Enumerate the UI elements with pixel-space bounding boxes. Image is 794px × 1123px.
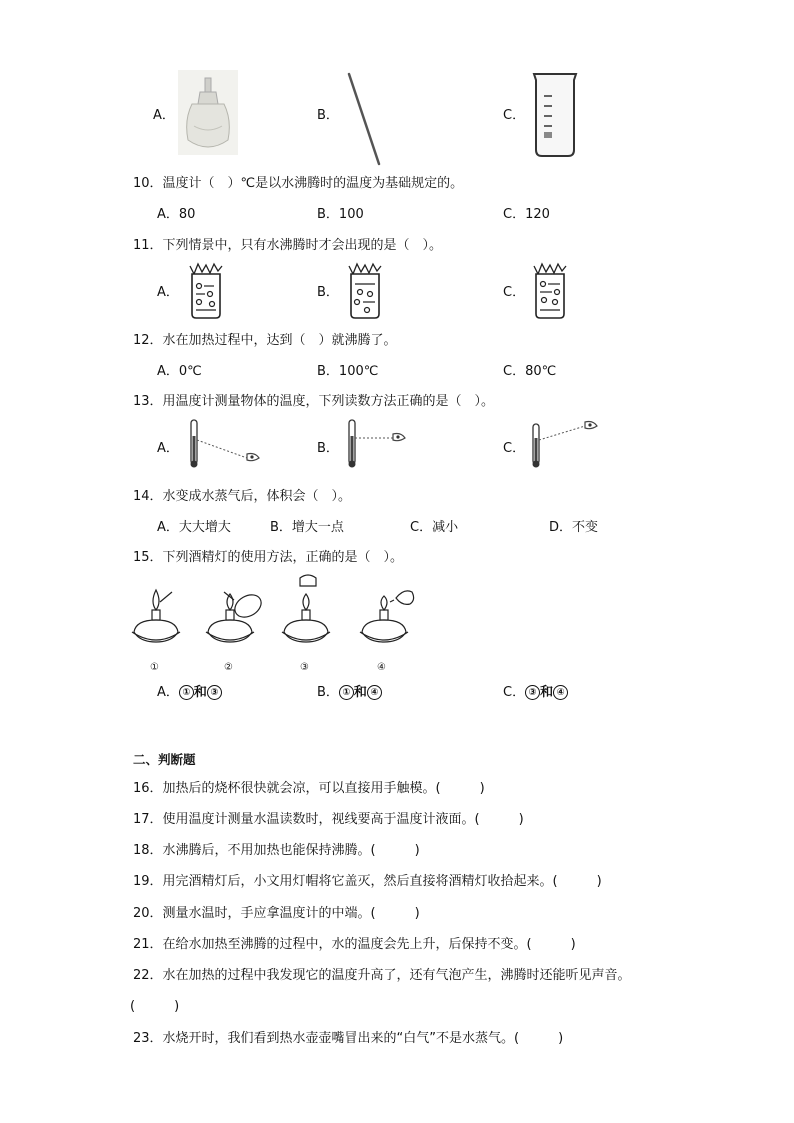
q15-figure-label-2: ② (224, 662, 233, 673)
thermometer-reading-high-icon (527, 418, 607, 470)
q15-figure-label-1: ① (150, 662, 159, 673)
judge-item-18: 18．水沸腾后，不用加热也能保持沸腾。( ) (133, 843, 420, 858)
q11-option-c-label: C． (503, 285, 526, 300)
alcohol-lamp-photo-icon (178, 70, 238, 155)
q14-option-c: C．减小 (410, 520, 459, 535)
q9-option-a-label: A． (153, 108, 175, 123)
q13-option-a-label: A． (157, 441, 179, 456)
q12-option-c: C．80℃ (503, 364, 557, 379)
q12-stem: 12．水在加热过程中，达到（ ）就沸腾了。 (133, 333, 397, 348)
q11-option-b-label: B． (317, 285, 339, 300)
q13-stem: 13．用温度计测量物体的温度，下列读数方法正确的是（ ）。 (133, 394, 495, 409)
q15-option-a: A． ① 和 ③ (157, 681, 222, 700)
q10-option-a: A．80 (157, 207, 196, 222)
q11-stem: 11．下列情景中，只有水沸腾时才会出现的是（ ）。 (133, 238, 443, 253)
q14-stem: 14．水变成水蒸气后，体积会（ ）。 (133, 489, 352, 504)
boiling-beaker-icon (345, 262, 385, 320)
q13-option-b-label: B． (317, 441, 339, 456)
q15-stem: 15．下列酒精灯的使用方法，正确的是（ ）。 (133, 550, 404, 565)
boiling-beaker-icon (186, 262, 226, 320)
q12-option-b: B．100℃ (317, 364, 379, 379)
q10-stem: 10．温度计（ ）℃是以水沸腾时的温度为基础规定的。 (133, 176, 464, 191)
thermometer-reading-low-icon (185, 418, 265, 470)
judge-item-16: 16．加热后的烧杯很快就会凉，可以直接用手触模。( ) (133, 781, 485, 796)
alcohol-lamp-3-icon (282, 575, 330, 642)
q10-option-b: B．100 (317, 207, 364, 222)
section-title: 二、判断题 (133, 752, 196, 767)
alcohol-lamp-2-icon (206, 590, 265, 642)
q9-option-b-label: B． (317, 108, 339, 123)
q15-option-c: C． ③ 和 ④ (503, 681, 568, 700)
q10-option-c: C．120 (503, 207, 550, 222)
q15-figure-label-3: ③ (300, 662, 309, 673)
judge-item-22-bracket: ( ) (130, 999, 180, 1014)
alcohol-lamp-1-icon (132, 590, 180, 642)
q15-option-b: B． ① 和 ④ (317, 681, 382, 700)
q12-option-a: A．0℃ (157, 364, 202, 379)
q11-option-a-label: A． (157, 285, 179, 300)
beaker-icon (530, 70, 580, 158)
q9-option-c-label: C． (503, 108, 526, 123)
judge-item-19: 19．用完酒精灯后，小文用灯帽将它盖灭，然后直接将酒精灯收拾起来。( ) (133, 874, 602, 889)
glass-rod-icon (345, 70, 385, 170)
judge-item-17: 17．使用温度计测量水温读数时，视线要高于温度计液面。( ) (133, 812, 524, 827)
judge-item-20: 20．测量水温时，手应拿温度计的中端。( ) (133, 906, 420, 921)
judge-item-22: 22．水在加热的过程中我发现它的温度升高了，还有气泡产生，沸腾时还能听见声音。 (133, 968, 631, 983)
q14-option-d: D．不变 (549, 520, 599, 535)
thermometer-reading-level-icon (343, 418, 423, 470)
q13-option-c-label: C． (503, 441, 526, 456)
q15-figure-label-4: ④ (377, 662, 386, 673)
q14-option-b: B．增大一点 (270, 520, 344, 535)
q14-option-a: A．大大增大 (157, 520, 231, 535)
alcohol-lamp-usage-figure (128, 572, 428, 672)
judge-item-23: 23．水烧开时，我们看到热水壶壶嘴冒出来的“白气”不是水蒸气。( ) (133, 1031, 564, 1046)
judge-item-21: 21．在给水加热至沸腾的过程中，水的温度会先上升，后保持不变。( ) (133, 937, 576, 952)
alcohol-lamp-4-icon (360, 591, 414, 642)
boiling-beaker-icon (530, 262, 570, 320)
